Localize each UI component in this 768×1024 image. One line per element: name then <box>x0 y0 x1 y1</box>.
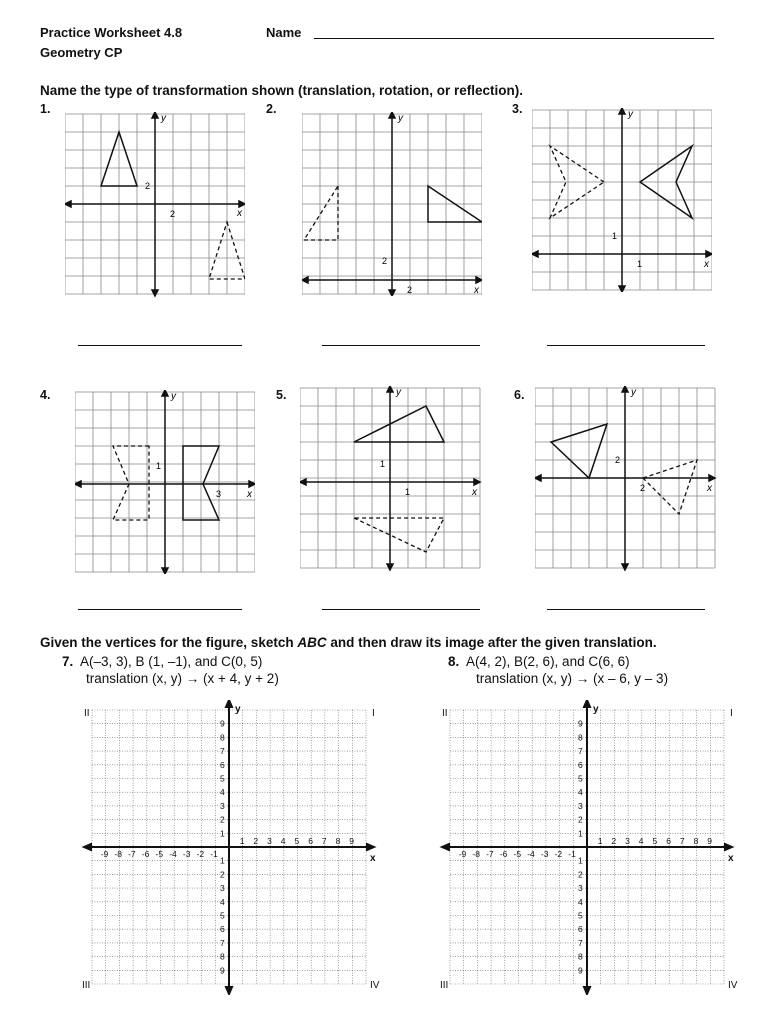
x-tick-label: 2 <box>611 836 617 846</box>
y-tick-label: 2 <box>578 869 583 880</box>
x-tick-label: -9 <box>100 849 109 859</box>
y-tick-label: 1 <box>220 855 225 866</box>
quadrant-label: III <box>440 980 449 991</box>
image-triangle <box>643 460 697 514</box>
x-axis-label: x <box>707 483 712 494</box>
y-tick-label: 1 <box>578 855 583 866</box>
y-tick-label: 5 <box>220 910 225 921</box>
y-tick-label: 6 <box>578 759 583 770</box>
tick-label: 1 <box>156 461 162 471</box>
tick-label: 2 <box>382 256 388 266</box>
x-tick-label: -1 <box>568 849 576 859</box>
x-tick-label: -5 <box>513 849 522 859</box>
y-tick-label: 9 <box>578 965 583 976</box>
x-tick-label: 3 <box>267 836 272 846</box>
y-tick-label: 9 <box>578 718 583 729</box>
answer-line-3[interactable] <box>547 345 705 346</box>
y-axis-label: y <box>631 387 636 398</box>
section2-instruction: Given the vertices for the figure, sketch ABC and then draw its image after the given translation. <box>40 635 657 650</box>
image-figure <box>113 446 149 520</box>
y-tick-label: 4 <box>220 787 225 798</box>
y-tick-label: 3 <box>578 800 583 811</box>
y-tick-label: 8 <box>578 951 583 962</box>
x-axis-label: x <box>370 853 376 864</box>
y-axis-label: y <box>593 704 599 715</box>
worksheet-title: Practice Worksheet 4.8 <box>40 25 183 40</box>
x-tick-label: -8 <box>114 849 122 859</box>
y-tick-label: 6 <box>220 924 225 935</box>
problem-number: 4. <box>40 388 51 402</box>
tick-label: 2 <box>170 209 176 219</box>
problem-8-rule: translation (x, y) → (x – 6, y – 3) <box>476 671 669 686</box>
x-tick-label: 4 <box>280 836 286 846</box>
x-tick-label: 5 <box>294 836 300 846</box>
x-tick-label: -7 <box>486 849 494 859</box>
x-tick-label: -6 <box>499 849 508 859</box>
problem-8-vertices: A(4, 2), B(2, 6), and C(6, 6) <box>466 654 630 669</box>
quadrant-label: I <box>372 708 375 719</box>
y-tick-label: 2 <box>220 814 225 825</box>
x-tick-label: 5 <box>652 836 658 846</box>
graph-problem-5 <box>300 386 482 572</box>
problem-7-rule: translation (x, y) → (x + 4, y + 2) <box>86 671 279 686</box>
y-tick-label: 4 <box>220 896 225 907</box>
y-axis-label: y <box>396 387 401 398</box>
tick-label: 2 <box>640 483 646 493</box>
x-tick-label: 8 <box>335 836 341 846</box>
x-tick-label: -4 <box>169 849 177 859</box>
y-tick-label: 7 <box>220 746 225 757</box>
y-tick-label: 7 <box>578 746 583 757</box>
x-tick-label: -5 <box>155 849 164 859</box>
y-tick-label: 2 <box>220 869 225 880</box>
x-tick-label: -3 <box>182 849 191 859</box>
x-axis-label: x <box>474 285 479 296</box>
y-tick-label: 1 <box>578 828 583 839</box>
problem-7-vertices: A(–3, 3), B (1, –1), and C(0, 5) <box>80 654 263 669</box>
y-tick-label: 9 <box>220 718 225 729</box>
answer-line-5[interactable] <box>322 609 480 610</box>
x-tick-label: -2 <box>554 849 563 859</box>
answer-line-6[interactable] <box>547 609 705 610</box>
x-tick-label: 7 <box>321 836 327 846</box>
preimage-triangle <box>551 424 607 478</box>
tick-label: 1 <box>637 259 643 269</box>
y-axis-label: y <box>161 113 166 124</box>
x-tick-label: 1 <box>597 836 603 846</box>
graph-problem-4 <box>75 390 255 574</box>
problem-number: 3. <box>512 102 523 116</box>
tick-label: 2 <box>615 455 621 465</box>
x-tick-label: -1 <box>210 849 218 859</box>
x-tick-label: 1 <box>239 836 245 846</box>
quadrant-label: IV <box>728 980 738 991</box>
y-tick-label: 6 <box>220 759 225 770</box>
problem-number: 7. <box>62 654 74 669</box>
y-tick-label: 6 <box>578 924 583 935</box>
graph-problem-6 <box>535 386 717 572</box>
x-tick-label: -2 <box>196 849 205 859</box>
y-tick-label: 7 <box>578 937 583 948</box>
x-tick-label: 3 <box>625 836 630 846</box>
y-tick-label: 2 <box>578 814 583 825</box>
y-tick-label: 8 <box>578 732 583 743</box>
y-tick-label: 8 <box>220 951 225 962</box>
quadrant-label: IV <box>370 980 380 991</box>
answer-line-2[interactable] <box>322 345 480 346</box>
x-axis-label: x <box>247 489 252 500</box>
quadrant-label: I <box>730 708 733 719</box>
y-tick-label: 4 <box>578 896 583 907</box>
x-axis-label: x <box>472 487 477 498</box>
x-tick-label: 2 <box>253 836 259 846</box>
problem-number: 5. <box>276 388 287 402</box>
graph-problem-2 <box>302 112 482 296</box>
tick-label: 2 <box>407 285 413 295</box>
x-axis-label: x <box>728 853 734 864</box>
image-triangle <box>304 186 338 240</box>
y-tick-label: 3 <box>220 800 225 811</box>
tick-label: 3 <box>216 489 222 499</box>
y-tick-label: 5 <box>578 910 583 921</box>
y-tick-label: 3 <box>578 883 583 894</box>
x-tick-label: 6 <box>308 836 313 846</box>
x-tick-label: 4 <box>638 836 644 846</box>
image-triangle <box>354 518 444 552</box>
y-axis-label: y <box>628 109 633 120</box>
problem-number: 6. <box>514 388 525 402</box>
y-tick-label: 7 <box>220 937 225 948</box>
coordinate-grid-problem-8[interactable] <box>438 700 738 995</box>
y-tick-label: 8 <box>220 732 225 743</box>
y-tick-label: 9 <box>220 965 225 976</box>
x-axis-label: x <box>237 208 242 219</box>
problem-number: 1. <box>40 102 51 116</box>
x-tick-label: 9 <box>707 836 713 846</box>
answer-line-1[interactable] <box>78 345 242 346</box>
problem-number: 8. <box>448 654 460 669</box>
quadrant-label: II <box>442 708 448 719</box>
tick-label: 2 <box>145 181 151 191</box>
x-tick-label: -9 <box>458 849 467 859</box>
x-tick-label: -7 <box>128 849 136 859</box>
x-tick-label: 7 <box>679 836 685 846</box>
name-field[interactable] <box>314 24 714 39</box>
y-tick-label: 5 <box>578 773 583 784</box>
y-tick-label: 3 <box>220 883 225 894</box>
y-tick-label: 4 <box>578 787 583 798</box>
name-label: Name <box>266 25 302 40</box>
graph-problem-3 <box>532 108 712 292</box>
quadrant-label: III <box>82 980 91 991</box>
y-axis-label: y <box>235 704 241 715</box>
quadrant-label: II <box>84 708 90 719</box>
coordinate-grid-problem-7[interactable] <box>80 700 380 995</box>
answer-line-4[interactable] <box>78 609 242 610</box>
problem-7-text <box>62 654 262 669</box>
x-tick-label: 6 <box>666 836 671 846</box>
y-tick-label: 1 <box>220 828 225 839</box>
graph-problem-1 <box>65 112 245 298</box>
tick-label: 1 <box>380 459 386 469</box>
x-tick-label: 8 <box>693 836 699 846</box>
tick-label: 1 <box>612 231 618 241</box>
problem-number: 2. <box>266 102 277 116</box>
x-axis-label: x <box>704 259 709 270</box>
x-tick-label: -6 <box>141 849 150 859</box>
course-name: Geometry CP <box>40 45 123 60</box>
x-tick-label: 9 <box>349 836 355 846</box>
section1-instruction: Name the type of transformation shown (translation, rotation, or reflection). <box>40 83 524 98</box>
x-tick-label: -3 <box>540 849 549 859</box>
y-tick-label: 5 <box>220 773 225 784</box>
problem-8-text <box>448 654 630 669</box>
y-axis-label: y <box>398 113 403 124</box>
y-axis-label: y <box>171 391 176 402</box>
tick-label: 1 <box>405 487 411 497</box>
x-tick-label: -8 <box>472 849 480 859</box>
x-tick-label: -4 <box>527 849 535 859</box>
